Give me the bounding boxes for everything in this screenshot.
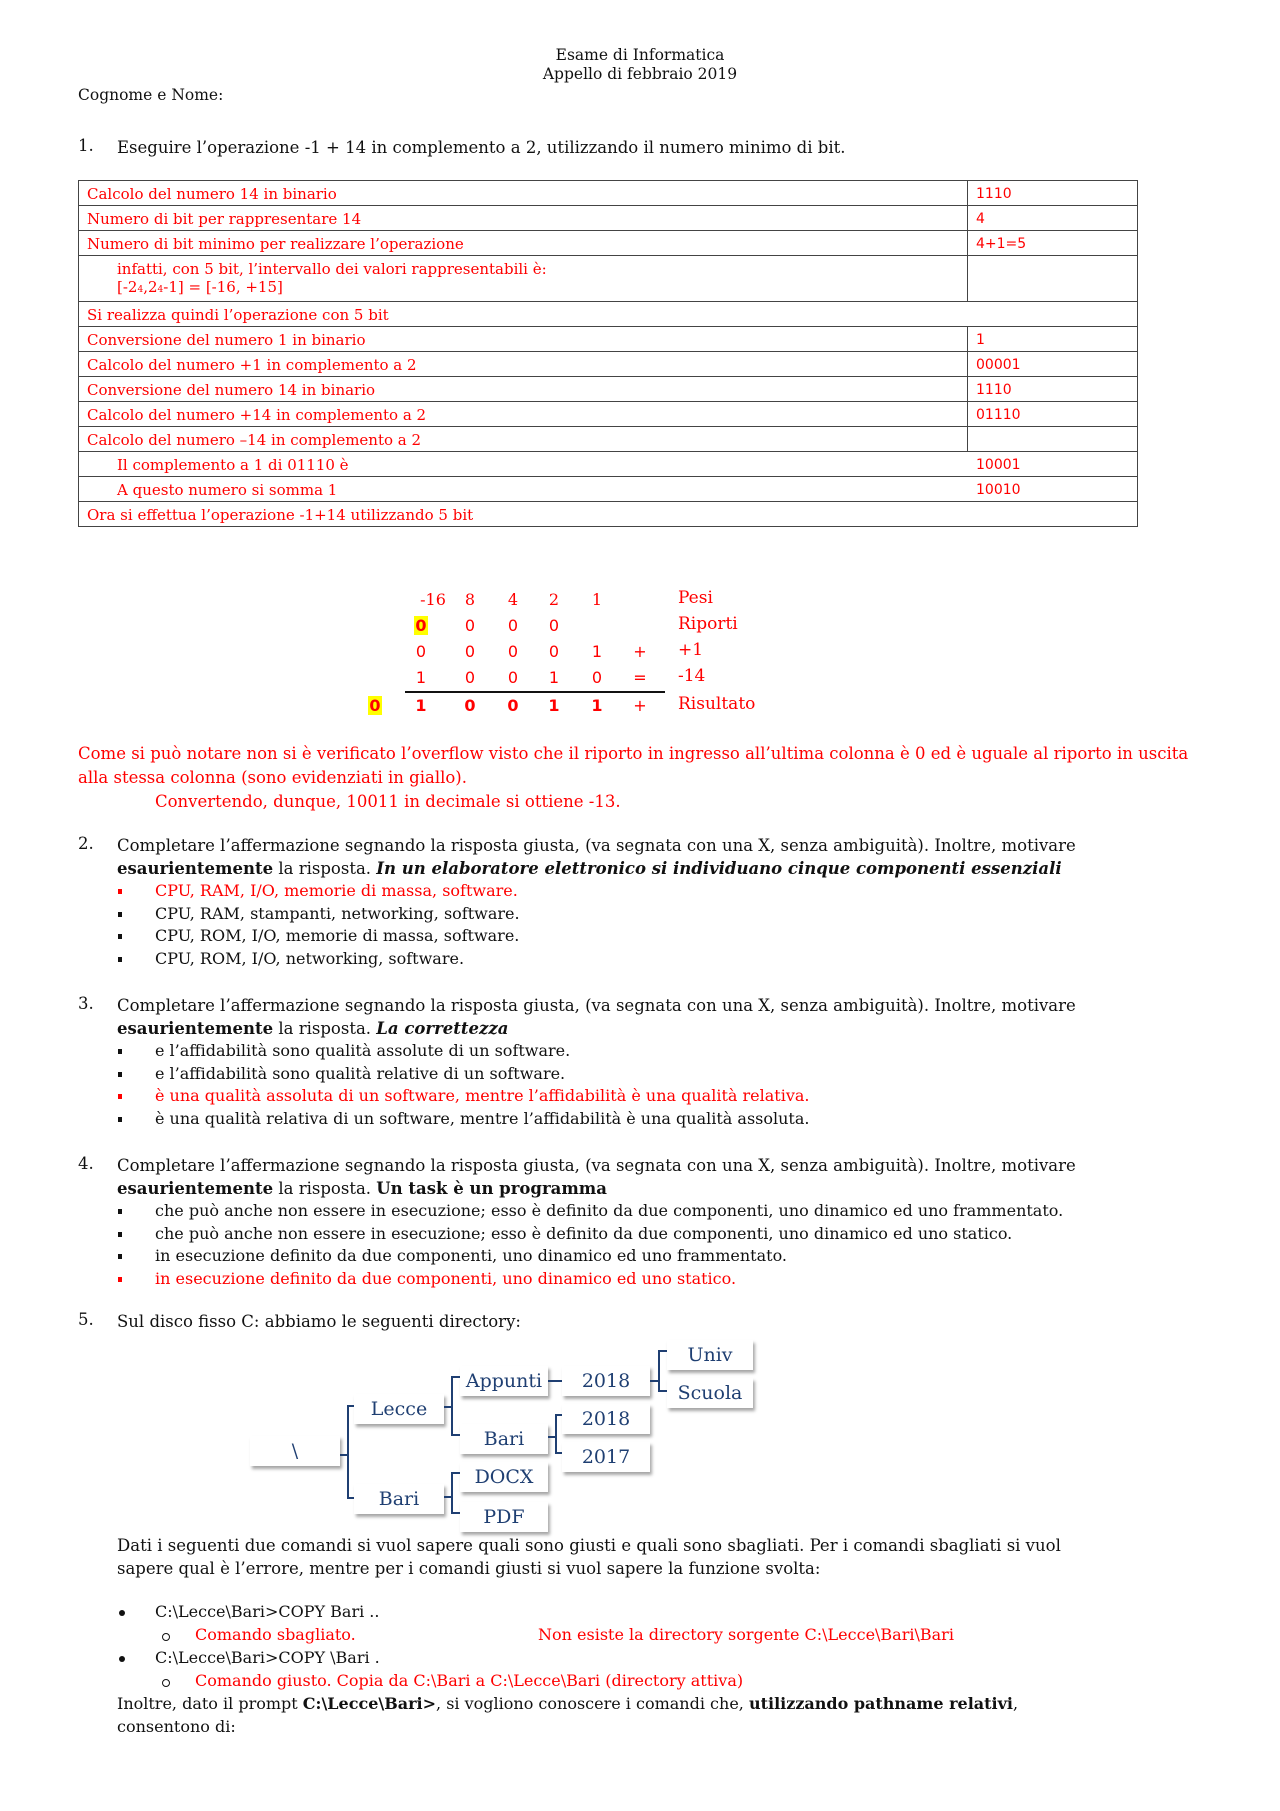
table-row [79, 205, 1137, 230]
name-label: Cognome e Nome: [78, 86, 224, 104]
step-value: 1110 [967, 181, 1137, 205]
tree-connector [451, 1472, 453, 1514]
command-2-answer: Comando giusto. Copia da C:\Bari a C:\Lecce\Bari (directory attiva) [195, 1671, 744, 1690]
exam-subtitle: Appello di febbraio 2019 [542, 65, 738, 83]
table-row [79, 301, 1137, 326]
sum-line [405, 691, 665, 693]
step-value: 4+1=5 [967, 231, 1137, 255]
option[interactable]: CPU, RAM, stampanti, networking, software. [117, 903, 520, 926]
step-value [967, 502, 1137, 526]
operand-bit: 1 [591, 642, 603, 661]
table-row [79, 326, 1137, 351]
range-formula: [-24,24-1] = [-16, +15] [117, 278, 283, 296]
step-value: 1 [967, 327, 1137, 351]
tree-node-docx: DOCX [460, 1462, 548, 1492]
q5-text: Sul disco fisso C: abbiamo le seguenti directory: [117, 1312, 521, 1331]
q1-steps-table [78, 180, 1138, 527]
range-note: infatti, con 5 bit, l’intervallo dei valori rappresentabili è: [117, 260, 547, 278]
option[interactable]: in esecuzione definito da due componenti, uno dinamico ed uno frammentato. [117, 1245, 1063, 1268]
weight: 1 [591, 590, 603, 609]
tree-connector [555, 1414, 557, 1454]
option[interactable]: e l’affidabilità sono qualità assolute di un software. [117, 1040, 809, 1063]
weights-label: Pesi [678, 588, 713, 608]
weight: 4 [507, 590, 519, 609]
tree-node-appunti: Appunti [460, 1366, 548, 1396]
step-label: Conversione del numero 1 in binario [87, 331, 366, 349]
result-bit: 0 [507, 696, 519, 715]
carry: 0 [507, 616, 519, 635]
option-correct[interactable]: CPU, RAM, I/O, memorie di massa, software. [117, 880, 520, 903]
tree-node-univ: Univ [667, 1340, 753, 1370]
q4-number: 4. [78, 1154, 94, 1173]
operand-bit: 0 [507, 668, 519, 687]
q2-options [117, 880, 520, 970]
weight: 2 [548, 590, 560, 609]
weight: -16 [420, 590, 446, 609]
tree-connector [347, 1405, 349, 1499]
step-value: 10001 [976, 457, 1021, 473]
weight: 8 [464, 590, 476, 609]
table-row [79, 426, 1137, 451]
table-row [79, 255, 1137, 301]
operand-bit: 0 [415, 642, 427, 661]
step-value: 00001 [967, 352, 1137, 376]
step-label: Ora si effettua l’operazione -1+14 utilizzando 5 bit [87, 506, 474, 524]
q5-final-prompt: Inoltre, dato il prompt C:\Lecce\Bari>, si vogliono conoscere i comandi che, utilizzando pathname relativi, [117, 1694, 1019, 1713]
operand1-label: +1 [678, 640, 704, 660]
operand-bit: 0 [507, 642, 519, 661]
result-bit: 1 [548, 696, 560, 715]
table-row [79, 376, 1137, 401]
tree-connector [451, 1512, 460, 1514]
command-1-answer: Comando sbagliato. [195, 1625, 356, 1644]
table-row [79, 476, 1137, 501]
option[interactable]: CPU, ROM, I/O, memorie di massa, software. [117, 925, 520, 948]
q2-number: 2. [78, 834, 94, 853]
operand-bit: 0 [464, 642, 476, 661]
tree-node-appunti-2018: 2018 [562, 1366, 650, 1396]
overflow-explanation-cont: alla stessa colonna (sono evidenziati in giallo). [78, 768, 467, 787]
table-row [79, 401, 1137, 426]
operand-bit: 0 [548, 642, 560, 661]
carries-label: Riporti [678, 614, 738, 634]
step-value [967, 427, 1137, 451]
step-value: 1110 [967, 377, 1137, 401]
result-label: Risultato [678, 694, 756, 714]
tree-connector [548, 1380, 562, 1382]
option[interactable]: CPU, ROM, I/O, networking, software. [117, 948, 520, 971]
q5-intro: Dati i seguenti due comandi si vuol sapere quali sono giusti e quali sono sbagliati. Per i comandi sbagliati si vuol [117, 1536, 1061, 1555]
step-value [967, 256, 1137, 301]
step-label: Calcolo del numero +14 in complemento a 2 [87, 406, 427, 424]
tree-connector [451, 1472, 460, 1474]
bullet-icon [119, 1656, 125, 1662]
q4-options [117, 1200, 1063, 1290]
operand-bit: 0 [464, 668, 476, 687]
command-2: C:\Lecce\Bari>COPY \Bari . [155, 1648, 380, 1667]
step-value: 4 [967, 206, 1137, 230]
step-label: Conversione del numero 14 in binario [87, 381, 376, 399]
step-label: Numero di bit per rappresentare 14 [87, 210, 362, 228]
q5-final-prompt-cont: consentono di: [117, 1717, 236, 1736]
tree-node-bari-2017: 2017 [562, 1442, 650, 1472]
result-bit: 1 [591, 696, 603, 715]
operand2-label: -14 [678, 666, 706, 686]
tree-connector [555, 1414, 562, 1416]
tree-node-lecce-bari: Bari [460, 1424, 548, 1454]
tree-connector [347, 1497, 354, 1499]
step-label: Calcolo del numero 14 in binario [87, 185, 337, 203]
operand-bit: 1 [415, 668, 427, 687]
tree-connector [658, 1350, 667, 1352]
option[interactable]: che può anche non essere in esecuzione; esso è definito da due componenti, uno dinamico ed uno statico. [117, 1223, 1063, 1246]
tree-node-bari-2018: 2018 [562, 1404, 650, 1434]
step-value [967, 302, 1137, 326]
tree-connector [555, 1452, 562, 1454]
q3-text: Completare l’affermazione segnando la risposta giusta, (va segnata con una X, senza ambiguità). Inoltre, motivare esaurientemente la risposta. La correttezza [117, 996, 1076, 1038]
option-correct[interactable]: è una qualità assoluta di un software, mentre l’affidabilità è una qualità relativa. [117, 1085, 809, 1108]
step-label: Calcolo del numero +1 in complemento a 2 [87, 356, 417, 374]
command-1-detail: Non esiste la directory sorgente C:\Lecce\Bari\Bari [538, 1625, 954, 1644]
step-label: A questo numero si somma 1 [117, 481, 338, 499]
plus-sign: + [633, 696, 647, 715]
option-correct[interactable]: in esecuzione definito da due componenti, uno dinamico ed uno statico. [117, 1268, 1063, 1291]
step-label [79, 256, 967, 301]
carry: 0 [415, 616, 427, 635]
table-row [79, 501, 1137, 526]
tree-connector [658, 1390, 667, 1392]
q3-options [117, 1040, 809, 1130]
q3-number: 3. [78, 994, 94, 1013]
exam-title: Esame di Informatica [555, 46, 725, 64]
tree-node-scuola: Scuola [667, 1378, 753, 1408]
carry: 0 [548, 616, 560, 635]
tree-connector [658, 1350, 660, 1392]
tree-node-pdf: PDF [460, 1502, 548, 1532]
option[interactable]: è una qualità relativa di un software, mentre l’affidabilità è una qualità assoluta. [117, 1108, 809, 1131]
q5-intro-cont: sapere qual è l’errore, mentre per i comandi giusti si vuol sapere la funzione svolta: [117, 1559, 821, 1578]
operand-bit: 0 [591, 668, 603, 687]
q1-text: Eseguire l’operazione -1 + 14 in complemento a 2, utilizzando il numero minimo di bit. [117, 138, 846, 157]
carry: 0 [464, 616, 476, 635]
tree-connector [451, 1376, 460, 1378]
step-label: Si realizza quindi l’operazione con 5 bit [87, 306, 389, 324]
step-value: 01110 [967, 402, 1137, 426]
carry-out: 0 [369, 696, 381, 715]
step-label: Calcolo del numero –14 in complemento a 2 [87, 431, 422, 449]
step-value: 10010 [976, 482, 1021, 498]
step-label: Il complemento a 1 di 01110 è [117, 456, 349, 474]
equals-sign: = [633, 668, 647, 687]
result-bit: 0 [464, 696, 476, 715]
table-row [79, 451, 1137, 476]
q1-number: 1. [78, 136, 94, 155]
sub-bullet-icon [162, 1679, 170, 1687]
bullet-icon [119, 1610, 125, 1616]
tree-node-bari: Bari [354, 1484, 444, 1514]
q2-text: Completare l’affermazione segnando la risposta giusta, (va segnata con una X, senza ambiguità). Inoltre, motivare esaurientemente la risposta. In un elaboratore elettronico si individuano cinque componenti essenziali [117, 836, 1076, 878]
option[interactable]: e l’affidabilità sono qualità relative di un software. [117, 1063, 809, 1086]
tree-node-root: \ [250, 1436, 340, 1466]
plus-sign: + [633, 642, 647, 661]
result-bit: 1 [415, 696, 427, 715]
table-row [79, 181, 1137, 205]
tree-node-lecce: Lecce [354, 1394, 444, 1424]
tree-connector [451, 1376, 453, 1436]
q5-number: 5. [78, 1310, 94, 1329]
command-1: C:\Lecce\Bari>COPY Bari .. [155, 1602, 380, 1621]
tree-connector [451, 1434, 460, 1436]
sub-bullet-icon [162, 1633, 170, 1641]
step-label: Numero di bit minimo per realizzare l’operazione [87, 235, 464, 253]
option[interactable]: che può anche non essere in esecuzione; esso è definito da due componenti, uno dinamico ed uno frammentato. [117, 1200, 1063, 1223]
table-row [79, 351, 1137, 376]
table-row [79, 230, 1137, 255]
operand-bit: 1 [548, 668, 560, 687]
q4-text: Completare l’affermazione segnando la risposta giusta, (va segnata con una X, senza ambiguità). Inoltre, motivare esaurientemente la risposta. Un task è un programma [117, 1156, 1076, 1198]
conversion-result: Convertendo, dunque, 10011 in decimale si ottiene -13. [155, 792, 621, 811]
tree-connector [347, 1405, 354, 1407]
overflow-explanation: Come si può notare non si è verificato l’overflow visto che il riporto in ingresso all’ultima colonna è 0 ed è uguale al riporto in uscita [78, 744, 1189, 763]
